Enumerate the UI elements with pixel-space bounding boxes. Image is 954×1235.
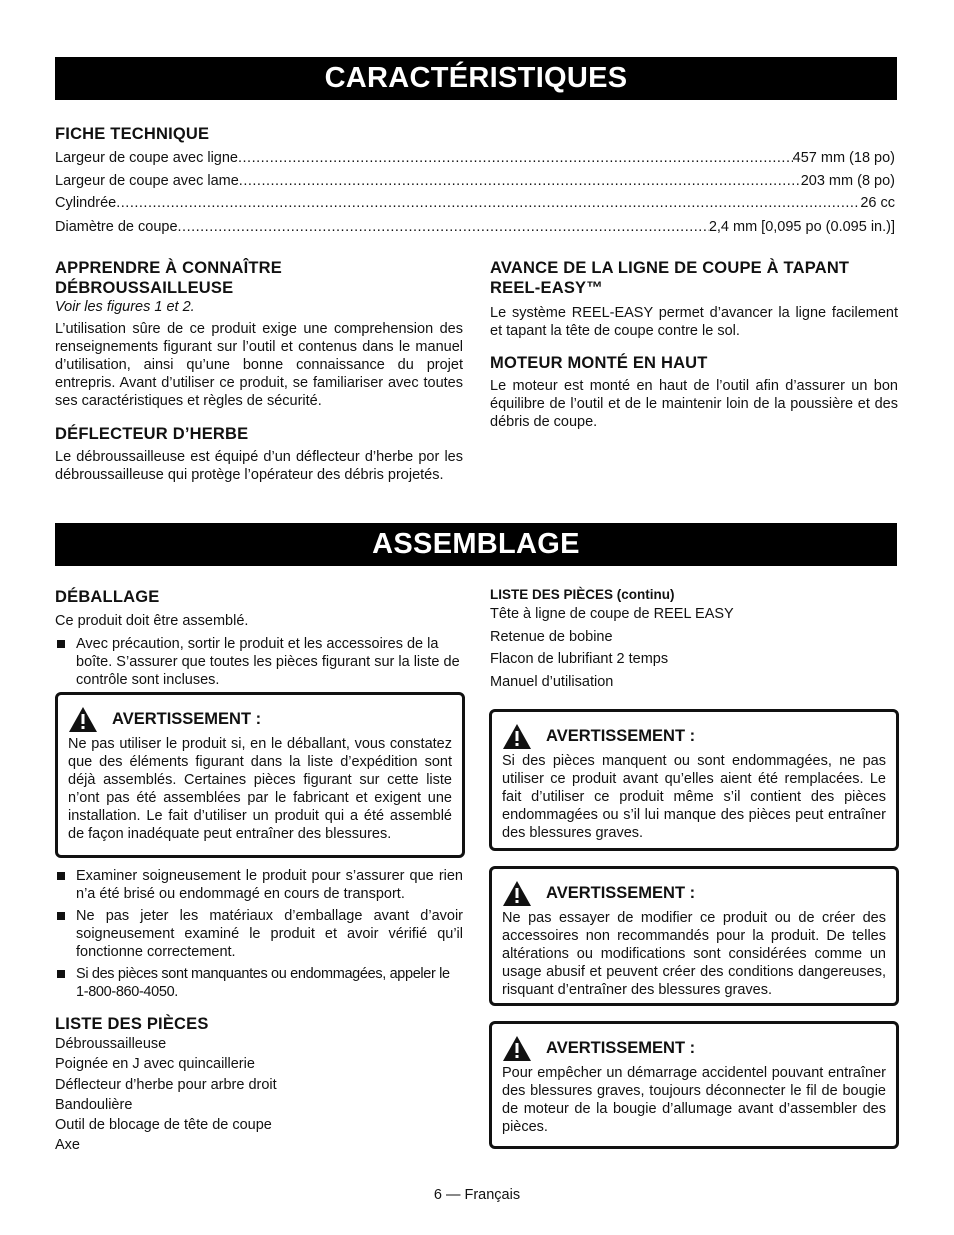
warning-triangle-icon	[68, 706, 98, 733]
liste-pieces-section	[55, 1014, 463, 1156]
apprendre-title-line1: APPRENDRE À CONNAÎTRE	[55, 259, 282, 277]
spec-leader	[238, 148, 793, 168]
warning-triangle-icon	[502, 1035, 532, 1062]
spec-row	[55, 171, 895, 191]
spec-row	[55, 148, 895, 168]
warning-text: Pour empêcher un démarrage accidentel pouvant entraîner des blessures graves, toujours déconnecter le fil de bougie de moteur de la bougie d’allumage avant d’assembler des pièces.	[502, 1065, 886, 1135]
warning-text: Ne pas utiliser le produit si, en le déballant, vous constatez que des éléments figurant dans la liste d’expédition sont déjà assemblés. Certaines pièces figurant sur cette liste n’ont pas été assemblées par le fabricant et exigent une installation. Le fait d’utiliser un produit qui a été assemblé de façon inadéquate peut entraîner des blessures.	[68, 736, 452, 842]
liste-pieces-continu-section	[490, 586, 898, 693]
spec-value: 2,4 mm [0,095 po (0.095 in.)]	[708, 219, 895, 235]
list-item: Poignée en J avec quincaillerie	[55, 1056, 255, 1073]
list-item: Retenue de bobine	[490, 628, 613, 645]
section-banner-assemblage: ASSEMBLAGE	[55, 523, 897, 566]
list-item: Axe	[55, 1137, 80, 1154]
bullet-item	[55, 965, 463, 1001]
warning-text: Si des pièces manquent ou sont endommagées, ne pas utiliser ce produit avant qu’elles aient été remplacées. Le fait d’utiliser ce produit même s’il contient des pièces endommagées ou s’il lui manque des pièces peut entraîner des blessures graves.	[502, 753, 886, 841]
warning-triangle-icon	[502, 723, 532, 750]
warning-box	[489, 1021, 899, 1149]
spec-leader	[178, 217, 709, 237]
moteur-text: Le moteur est monté en haut de l’outil afin d’assurer un bon équilibre de l’outil et de le maintenir loin de la poussière et des débris de coupe.	[490, 378, 898, 430]
bullet-text: Avec précaution, sortir le produit et les accessoires de la boîte. S’assurer que toutes les pièces figurant sur la liste de contrôle sont incluses.	[76, 636, 460, 688]
warning-header	[502, 879, 886, 907]
parts-list	[55, 1034, 463, 1156]
deflecteur-section	[55, 424, 463, 484]
avance-section	[490, 258, 898, 340]
bullet-square-icon	[57, 912, 65, 920]
spec-leader	[239, 171, 801, 191]
apprendre-text: L’utilisation sûre de ce produit exige une comprehension des renseignements figurant sur l’outil et contenus dans le manuel d’utilisation, ainsi qu’une bonne connaissance du projet entrepris. Avant d’utiliser ce produit, se familiariser avec toutes ses caractéristiques et règles de sécurité.	[55, 321, 463, 409]
deballage-section	[55, 587, 463, 689]
figure-reference: Voir les figures 1 et 2.	[55, 299, 195, 315]
deballage-intro: Ce produit doit être assemblé.	[55, 613, 249, 629]
list-item: Flacon de lubrifiant 2 temps	[490, 651, 669, 667]
bullet-square-icon	[57, 640, 65, 648]
list-item: Déflecteur d’herbe pour arbre droit	[55, 1076, 277, 1093]
avance-title-line2: REEL-EASY™	[490, 279, 603, 297]
list-item: Tête à ligne de coupe de REEL EASY	[490, 606, 734, 622]
spec-value: 203 mm (8 po)	[800, 173, 895, 189]
warning-header	[502, 722, 886, 750]
spec-label: Largeur de coupe avec ligne	[55, 150, 238, 166]
warning-text: Ne pas essayer de modifier ce produit ou de créer des accessoires non recommandés pour la produit. De telles altérations ou modifications sont considérées comme un usage abusif et peuvent créer des conditions dangereuses, risquant d’entraîner des blessures graves.	[502, 910, 886, 998]
spec-row	[55, 193, 895, 213]
bullet-item	[55, 635, 463, 689]
fiche-technique-title: FICHE TECHNIQUE	[55, 125, 210, 143]
warning-box	[489, 866, 899, 1006]
warning-header	[502, 1034, 886, 1062]
bullet-text: Ne pas jeter les matériaux d’emballage avant d’avoir soigneusement examiné le produit et avoir vérifié qu’il fonctionne correctement.	[76, 908, 463, 960]
deflecteur-text: Le débroussailleuse est équipé d’un déflecteur d’herbe por les débroussailleuse qui protège l’opérateur des débris projetés.	[55, 449, 463, 483]
bullet-item	[55, 907, 463, 961]
bullet-text: Si des pièces sont manquantes ou endommagées, appeler le 1-800-860-4050.	[76, 966, 450, 1000]
spec-value: 457 mm (18 po)	[792, 150, 895, 166]
spec-leader	[116, 193, 860, 213]
spec-label: Diamètre de coupe	[55, 219, 178, 235]
list-item: Outil de blocage de tête de coupe	[55, 1117, 272, 1134]
bullet-square-icon	[57, 970, 65, 978]
warning-title: AVERTISSEMENT :	[546, 883, 696, 902]
warning-triangle-icon	[502, 880, 532, 907]
parts-list-continued	[490, 603, 898, 693]
spec-row	[55, 217, 895, 237]
warning-header	[68, 705, 452, 733]
warning-box	[55, 692, 465, 858]
warning-title: AVERTISSEMENT :	[546, 1038, 696, 1057]
list-item: Manuel d’utilisation	[490, 673, 614, 690]
deflecteur-title: DÉFLECTEUR D’HERBE	[55, 425, 249, 443]
list-item: Bandoulière	[55, 1096, 133, 1113]
spec-label: Cylindrée	[55, 195, 117, 211]
list-item: Débroussailleuse	[55, 1036, 167, 1052]
apprendre-title-line2: DÉBROUSSAILLEUSE	[55, 279, 234, 297]
bullet-text: Examiner soigneusement le produit pour s’assurer que rien n’a été brisé ou endommagé en cours de transport.	[76, 868, 463, 902]
avance-text: Le système REEL-EASY permet d’avancer la ligne facilement et tapant la tête de coupe contre le sol.	[490, 305, 898, 339]
avance-title-line1: AVANCE DE LA LIGNE DE COUPE À TAPANT	[490, 259, 850, 277]
liste-continu-title: LISTE DES PIÈCES (continu)	[490, 587, 675, 602]
warning-title: AVERTISSEMENT :	[112, 709, 262, 728]
moteur-title: MOTEUR MONTÉ EN HAUT	[490, 354, 708, 372]
bullet-item	[55, 867, 463, 903]
liste-pieces-title: LISTE DES PIÈCES	[55, 1015, 209, 1033]
page-footer: 6 — Français	[433, 1187, 521, 1203]
warning-box	[489, 709, 899, 851]
warning-title: AVERTISSEMENT :	[546, 726, 696, 745]
spec-label: Largeur de coupe avec lame	[55, 173, 239, 189]
moteur-section	[490, 353, 898, 431]
apprendre-section	[55, 258, 463, 410]
deballage-title: DÉBALLAGE	[55, 588, 160, 606]
deballage-bullets	[55, 867, 463, 1001]
bullet-square-icon	[57, 872, 65, 880]
section-banner-caracteristiques: CARACTÉRISTIQUES	[55, 57, 897, 100]
spec-value: 26 cc	[860, 195, 895, 211]
